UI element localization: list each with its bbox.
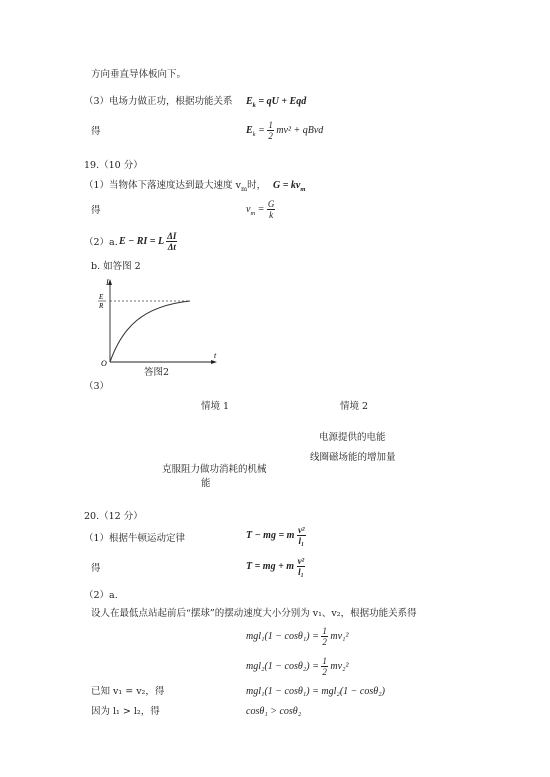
known-text: 已知 v₁ = v₂，得 [91, 686, 165, 697]
q19-2a-eq: E − RI = L $\frac{\Delta I}{\Delta t}$ [119, 231, 177, 252]
q20-title: 20.（12 分） [84, 511, 143, 522]
asymptote-label-denominator: R [99, 302, 104, 310]
x-axis-arrow [211, 360, 217, 364]
eq-vm: $v_m$ = $\frac{G}{k}$ [246, 199, 275, 220]
q20-2a-text: 设人在最低点站起前后“摆球”的摆动速度大小分别为 v₁、v₂，根据功能关系得 [91, 608, 417, 619]
q20-1-result: T = mg + m $\frac{\text{v²}}{\text{l₁}}$ [246, 556, 305, 577]
scene-2-header: 情境 2 [340, 401, 369, 412]
scene-1-row-1: 克服阻力做功消耗的机械 [162, 464, 267, 475]
q19-2b-label: b. 如答图 2 [91, 261, 141, 272]
origin-label: O [101, 359, 107, 368]
because-eq: cosθ₁ > cosθ₂ [246, 706, 302, 717]
eq-ek-result: $E_k$ = $\frac{1}{2}$ mv² + qBvd [246, 120, 324, 141]
q20-1-label: （1）根据牛顿运动定律 [84, 533, 186, 544]
q19-1-eq: $G = kv_m$ [273, 180, 306, 193]
de-label-1: 得 [91, 126, 101, 137]
q19-1-text: （1）当物体下落速度达到最大速度 $v_m$时， [84, 180, 267, 193]
y-axis-label: I [106, 278, 109, 287]
current-curve [110, 301, 190, 362]
eq-energy-before: mgl₁(1 − cosθ₁) = $\frac{1}{2}$ mv₁² [246, 626, 349, 647]
eq-ek-energy: $E_k$ = qU + Eqd [246, 96, 307, 109]
q20-1-eq: T − mg = m $\frac{\text{v²}}{\text{l₁}}$ [246, 525, 305, 546]
scene-2-row-2: 线圈磁场能的增加量 [310, 452, 396, 463]
scene-1-row-2: 能 [201, 478, 211, 489]
de-label-2: 得 [91, 205, 101, 216]
q19-3-label: （3） [84, 381, 110, 392]
de-label-3: 得 [91, 563, 101, 574]
scene-1-header: 情境 1 [201, 401, 230, 412]
q19-title: 19.（10 分） [84, 160, 143, 171]
asymptote-label-numerator: E [99, 293, 104, 301]
line-conclusion: 方向垂直导体板向下。 [91, 69, 187, 80]
q20-2a-label: （2）a. [84, 590, 118, 601]
q18-3-label: （3）电场力做正功，根据功能关系 [84, 96, 233, 107]
known-eq: mgl₁(1 − cosθ₁) = mgl₂(1 − cosθ₂) [246, 686, 385, 697]
graph-caption: 答图2 [144, 367, 170, 378]
because-text: 因为 l₁ > l₂，得 [91, 706, 160, 717]
q19-2a-label: （2）a. [84, 237, 118, 248]
eq-energy-after: mgl₂(1 − cosθ₂) = $\frac{1}{2}$ mv₂² [246, 656, 349, 677]
current-time-graph [90, 276, 220, 368]
scene-2-row-1: 电源提供的电能 [319, 432, 386, 443]
x-axis-label: t [214, 351, 217, 360]
